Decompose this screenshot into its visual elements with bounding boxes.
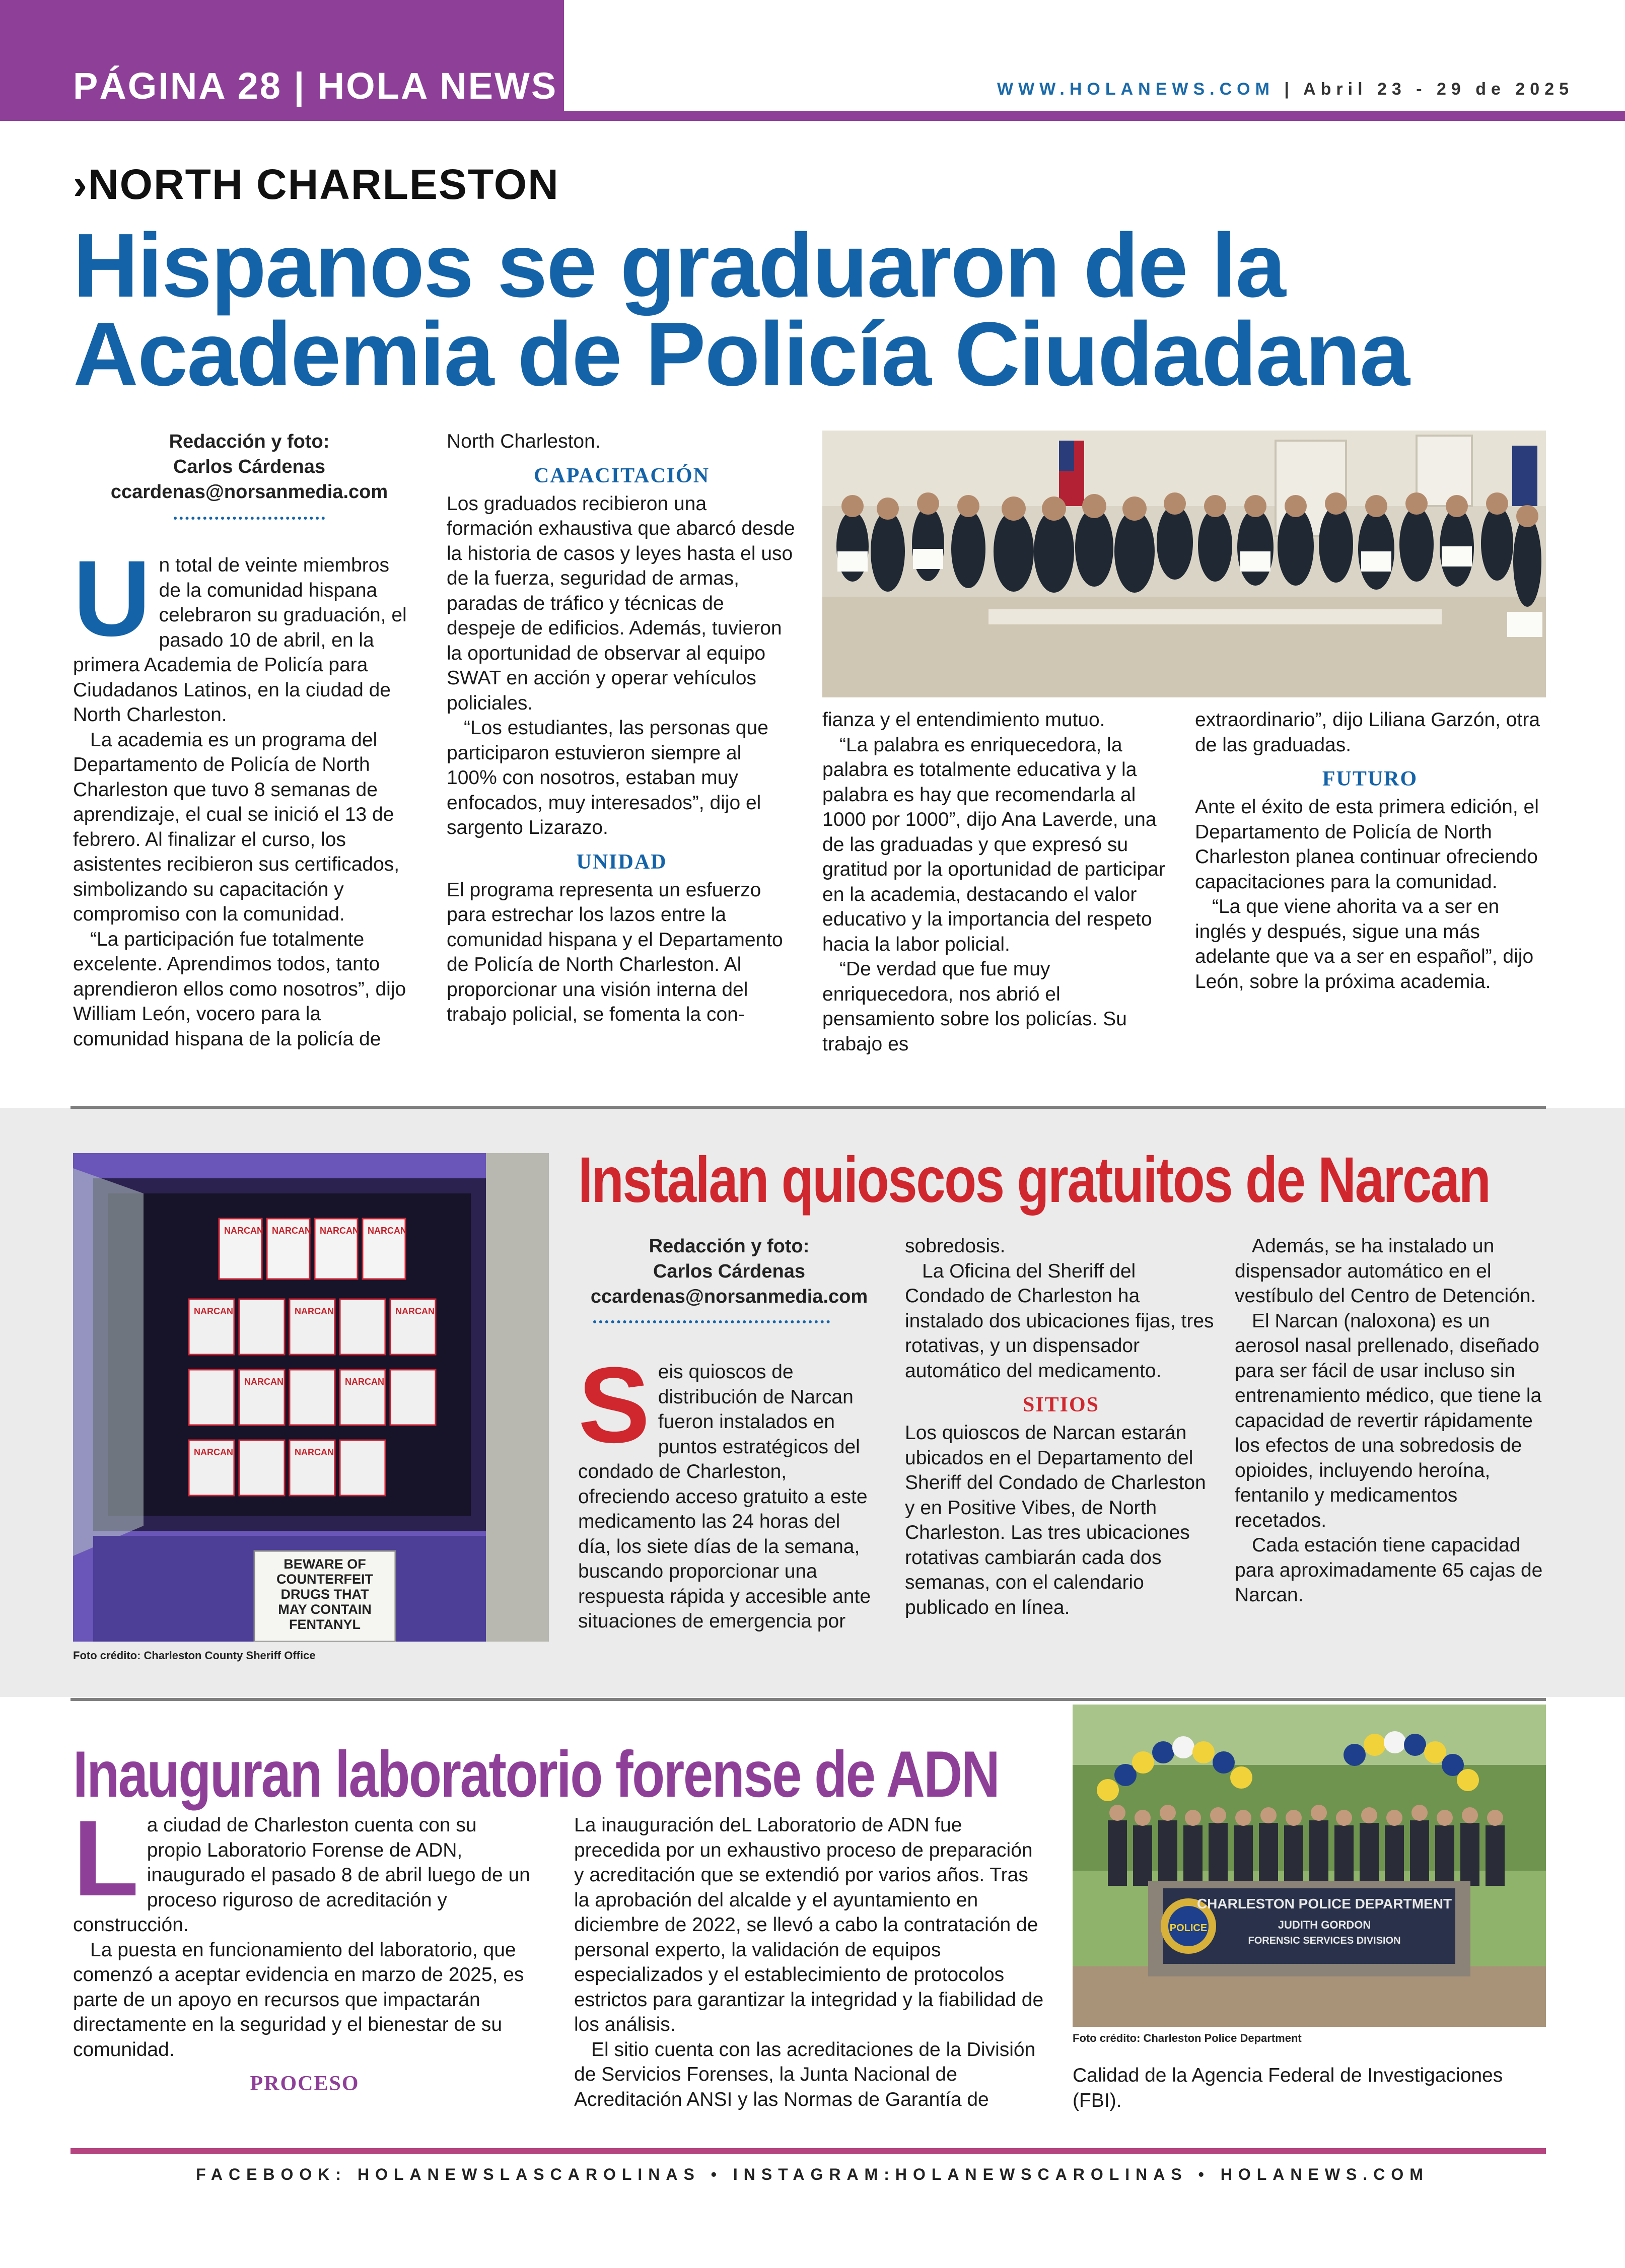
paragraph: La inauguración deL Laboratorio de ADN fue precedida por un exhaustivo proceso de preparación y acreditación que se extendió por varios años. Tras la aprobación del alcalde y el ayuntamiento en diciembre de 2022, se llevó a cabo la contratación de personal experto, la validación de equipos especializados y el establecimiento de protocolos estrictos para garantizar la integridad y la fiabilidad de los análisis. [574, 1814, 1044, 2035]
article1-column-1 [73, 538, 410, 1051]
paragraph: fianza y el entendimiento mutuo. [822, 709, 1105, 731]
paragraph: “La participación fue totalmente excelente. Aprendimos todos, tanto aprendieron ellos como nosotros”, dijo William León, vocero para la comunidad hispana de la policía de [73, 928, 406, 1050]
dropcap: S [578, 1345, 650, 1465]
byline-label: Redacción y foto: [649, 1236, 810, 1257]
byline-name: Carlos Cárdenas [173, 456, 325, 477]
article2-headline: Instalan quioscos gratuitos de Narcan [578, 1144, 1490, 1216]
paragraph: extraordinario”, dijo Liliana Garzón, otra de las graduadas. [1195, 709, 1540, 756]
site-info [997, 80, 1574, 99]
article3-headline: Inauguran laboratorio forense de ADN [73, 1737, 999, 1811]
paragraph: Ante el éxito de esta primera edición, el Departamento de Policía de North Charleston planea continuar ofreciendo capacitaciones para la comunidad. [1195, 796, 1539, 893]
paragraph: “Los estudiantes, las personas que participaron estuvieron siempre al 100% con nosotros, estaban muy enfocados, muy interesados”, dijo el sargento Lizarazo. [447, 717, 768, 838]
article1-column-2 [447, 429, 797, 1027]
paragraph: Los quioscos de Narcan estarán ubicados en el Departamento del Sheriff del Condado de Charleston y en Positive Vibes, de North Charleston. Las tres ubicaciones rotativas cambiarán cada dos semanas, con el calendario publicado en línea. [905, 1422, 1206, 1618]
paragraph: “La que viene ahorita va a ser en inglés y después, sigue una más adelante que va a ser en español”, dijo León, sobre la próxima academia. [1195, 896, 1534, 993]
box-label: NARCAN [295, 1447, 334, 1457]
paragraph: n total de veinte miembros de la comunidad hispana celebraron su graduación, el pasado 10 de abril, en la primera Academia de Policía para Ciudadanos Latinos, en la ciudad de North Charleston. [73, 554, 407, 726]
subhead-futuro: FUTURO [1322, 767, 1418, 791]
paragraph: a ciudad de Charleston cuenta con su propio Laboratorio Forense de ADN, inaugurado el pasado 8 de abril luego de un proceso riguroso de acreditación y construcción. [73, 1814, 530, 1936]
paragraph: Calidad de la Agencia Federal de Investigaciones (FBI). [1073, 2065, 1503, 2111]
site-url[interactable]: WWW.HOLANEWS.COM [997, 80, 1275, 99]
paragraph: “La palabra es enriquecedora, la palabra es totalmente educativa y la palabra es hay que recomendarla al 1000 por 1000”, dijo Ana Laverde, una de las graduadas y que expresó su gratitud por la oportunidad de participar en la academia, destacando el valor educativo y la importancia del respeto hacia la labor policial. [822, 734, 1165, 955]
box-label: NARCAN [395, 1306, 435, 1316]
paragraph: North Charleston. [447, 431, 601, 452]
article2-byline [578, 1234, 880, 1323]
paragraph: El programa representa un esfuerzo para estrechar los lazos entre la comunidad hispana y el Departamento de Policía de North Charleston. Al proporcionar una visión interna del trabajo policial, se fomenta la con- [447, 879, 783, 1025]
subhead-capacitacion: CAPACITACIÓN [533, 464, 710, 487]
box-label: NARCAN [320, 1226, 359, 1236]
header-strip [564, 111, 1625, 121]
byline-email[interactable]: ccardenas@norsanmedia.com [110, 481, 388, 503]
subhead-unidad: UNIDAD [576, 850, 667, 874]
sign-line: MAY CONTAIN [278, 1602, 372, 1617]
byline-rule [174, 517, 325, 520]
page-label: PÁGINA 28 | HOLA NEWS [73, 65, 558, 107]
paragraph: La Oficina del Sheriff del Condado de Charleston ha instalado dos ubicaciones fijas, tres rotativas, y un dispensador automático del medicamento. [905, 1260, 1214, 1382]
byline-label: Redacción y foto: [169, 431, 330, 452]
box-label: NARCAN [272, 1226, 311, 1236]
lab-photo-credit: Foto crédito: Charleston Police Department [1073, 2032, 1302, 2044]
article1-byline [73, 429, 426, 520]
paragraph: Cada estación tiene capacidad para aproximadamente 65 cajas de Narcan. [1235, 1534, 1543, 1606]
footer-social: FACEBOOK: HOLANEWSLASCAROLINAS • INSTAGRAM:HOLANEWSCAROLINAS • HOLANEWS.COM [196, 2165, 1429, 2183]
paragraph: La puesta en funcionamiento del laboratorio, que comenzó a aceptar evidencia en marzo de 2025, es parte de un apoyo en recursos que impactarán directamente en la seguridad y el bienestar de su comunidad. [73, 1939, 524, 2061]
box-label: NARCAN [194, 1306, 233, 1316]
narcan-photo-credit: Foto crédito: Charleston County Sheriff Office [73, 1649, 316, 1662]
paragraph: La academia es un programa del Departamento de Policía de North Charleston que tuvo 8 semanas de aprendizaje, el cual se inició el 13 de febrero. Al finalizar el curso, los asistentes recibieron sus certificados, simbolizando su capacitación y compromiso con la comunidad. [73, 729, 400, 925]
seal-text: POLICE [1169, 1923, 1208, 1934]
sign-line: BEWARE OF [284, 1556, 366, 1572]
article3-column-3 [1073, 2063, 1546, 2113]
paragraph: eis quioscos de distribución de Narcan fueron instalados en puntos estratégicos del condado de Charleston, ofreciendo acceso gratuito a este medicamento las 24 horas del día, los siete días de la semana, buscando proporcionar una respuesta rápida y accesible ante situaciones de emergencia por [578, 1361, 871, 1632]
paragraph: Además, se ha instalado un dispensador automático en el vestíbulo del Centro de Detención. [1235, 1235, 1536, 1307]
paragraph: sobredosis. [905, 1235, 1006, 1257]
graduation-photo [822, 431, 1546, 697]
box-label: NARCAN [224, 1226, 263, 1236]
sign-line: COUNTERFEIT [276, 1572, 373, 1587]
box-label: NARCAN [368, 1226, 407, 1236]
article3-column-1 [73, 1798, 536, 2099]
sign-sub: JUDITH GORDON [1278, 1919, 1371, 1931]
box-label: NARCAN [345, 1377, 384, 1387]
section-rule-bottom [70, 1698, 1546, 1701]
box-label: NARCAN [295, 1306, 334, 1316]
paragraph: “De verdad que fue muy enriquecedora, nos abrió el pensamiento sobre los policías. Su trabajo es [822, 958, 1127, 1055]
forensic-lab-photo [1073, 1705, 1546, 2027]
dropcap: U [73, 538, 151, 659]
article1-column-4 [1195, 707, 1545, 994]
section-label: ›NORTH CHARLESTON [73, 161, 559, 208]
sign-line: FENTANYL [289, 1617, 361, 1632]
article3-column-2 [574, 1813, 1045, 2112]
footer-rule [70, 2148, 1546, 2154]
article1-column-3 [822, 707, 1175, 1056]
byline-email[interactable]: ccardenas@norsanmedia.com [590, 1286, 868, 1307]
paragraph: El Narcan (naloxona) es un aerosol nasal prellenado, diseñado para ser fácil de usar incluso sin entrenamiento médico, que tiene la capacidad de revertir rápidamente los efectos de una sobredosis de opioides, incluyendo heroína, fentanilo y medicamentos recetados. [1235, 1310, 1542, 1531]
sign-title: CHARLESTON POLICE DEPARTMENT [1196, 1896, 1452, 1911]
subhead-sitios: SITIOS [1022, 1393, 1100, 1416]
paragraph: Los graduados recibieron una formación exhaustiva que abarcó desde la historia de casos y leyes hasta el uso de la fuerza, seguridad de armas, paradas de tráfico y técnicas de despeje de edificios. Además, tuvieron la oportunidad de observar al equipo SWAT en acción y operar vehículos policiales. [447, 492, 795, 714]
byline-rule [593, 1320, 830, 1323]
sign-line: DRUGS THAT [280, 1587, 369, 1602]
narcan-kiosk-photo [73, 1153, 549, 1642]
subhead-proceso: PROCESO [250, 2072, 360, 2095]
paragraph: El sitio cuenta con las acreditaciones de la División de Servicios Forenses, la Junta Nacional de Acreditación ANSI y las Normas de Garantía de [574, 2038, 1036, 2110]
article2-column-1 [578, 1345, 878, 1634]
dropcap: L [73, 1798, 139, 1919]
section-rule-top [70, 1106, 1546, 1109]
article1-headline: Hispanos se graduaron de la Academia de Policía Ciudadana [73, 215, 1409, 405]
date-range: | Abril 23 - 29 de 2025 [1274, 80, 1574, 99]
box-label: NARCAN [194, 1447, 233, 1457]
sign-sub: FORENSIC SERVICES DIVISION [1248, 1935, 1401, 1946]
article2-column-2 [905, 1234, 1217, 1620]
article2-column-3 [1235, 1234, 1544, 1608]
byline-name: Carlos Cárdenas [653, 1261, 805, 1282]
box-label: NARCAN [244, 1377, 284, 1387]
